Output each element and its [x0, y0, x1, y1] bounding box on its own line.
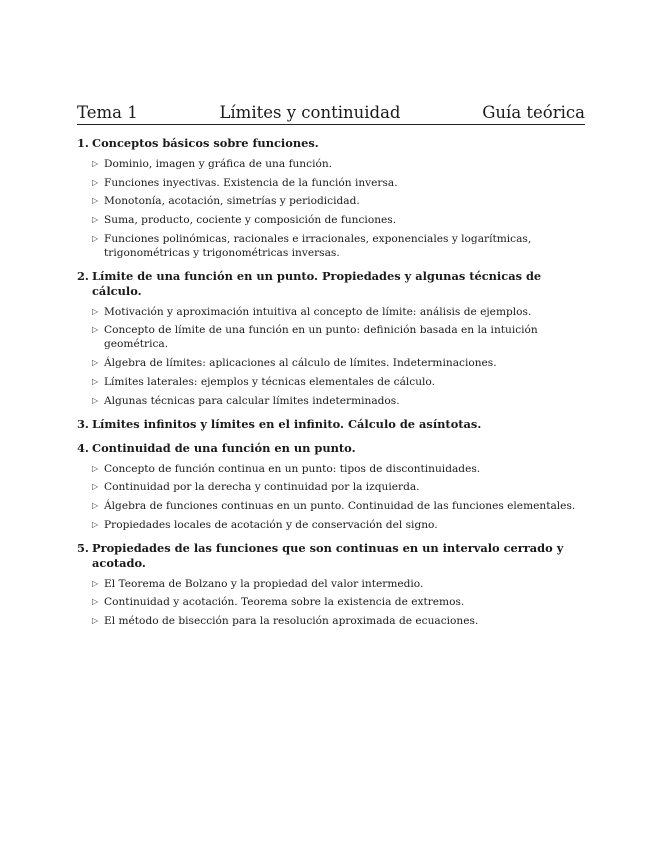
section-title: Límite de una función en un punto. Propiedades y algunas técnicas de cálculo. [92, 268, 542, 298]
list-item-text: Álgebra de límites: aplicaciones al cálculo de límites. Indeterminaciones. [104, 357, 497, 370]
triangle-bullet-icon: ▷ [92, 215, 99, 225]
section-number: 5. [77, 540, 89, 555]
list-item [92, 194, 585, 208]
list-item-text: Límites laterales: ejemplos y técnicas elementales de cálculo. [104, 375, 435, 388]
list-item-text: Motivación y aproximación intuitiva al concepto de límite: análisis de ejemplos. [104, 305, 532, 318]
list-item [92, 394, 585, 408]
triangle-bullet-icon: ▷ [92, 395, 99, 405]
section [77, 269, 585, 408]
triangle-bullet-icon: ▷ [92, 376, 99, 386]
list-item-text: Dominio, imagen y gráfica de una función. [104, 158, 333, 170]
list-item [92, 577, 585, 591]
list-item-text: Continuidad y acotación. Teorema sobre la existencia de extremos. [104, 596, 465, 609]
page-header [77, 104, 585, 125]
triangle-bullet-icon: ▷ [92, 500, 99, 510]
header-doc-type: Guía teórica [482, 103, 585, 122]
document-page [77, 104, 585, 637]
section-heading [77, 136, 585, 151]
triangle-bullet-icon: ▷ [92, 597, 99, 607]
section-heading [77, 541, 585, 571]
section-heading [77, 417, 585, 432]
list-item [92, 157, 585, 171]
list-item-text: Funciones inyectivas. Existencia de la función inversa. [104, 176, 398, 189]
triangle-bullet-icon: ▷ [92, 233, 99, 243]
list-item-text: El método de bisección para la resolución aproximada de ecuaciones. [104, 614, 479, 627]
list-item [92, 356, 585, 370]
list-item [92, 232, 585, 260]
list-item [92, 499, 585, 513]
list-item-text: Monotonía, acotación, simetrías y periodicidad. [104, 195, 360, 208]
section-title: Continuidad de una función en un punto. [92, 440, 356, 455]
triangle-bullet-icon: ▷ [92, 196, 99, 206]
triangle-bullet-icon: ▷ [92, 306, 99, 316]
list-item-text: Concepto de función continua en un punto: tipos de discontinuidades. [104, 462, 481, 475]
list-item-text: Funciones polinómicas, racionales e irracionales, exponenciales y logarítmicas, trigonométricas y trigonométricas inversas. [104, 232, 532, 259]
section [77, 541, 585, 628]
topic-list [77, 305, 585, 408]
triangle-bullet-icon: ▷ [92, 177, 99, 187]
list-item [92, 323, 585, 351]
section-number: 4. [77, 440, 89, 455]
triangle-bullet-icon: ▷ [92, 615, 99, 625]
header-topic: Tema 1 [77, 103, 138, 122]
section-title: Conceptos básicos sobre funciones. [92, 136, 319, 150]
list-item-text: El Teorema de Bolzano y la propiedad del valor intermedio. [104, 577, 424, 590]
section-title: Límites infinitos y límites en el infinito. Cálculo de asíntotas. [92, 416, 482, 431]
topic-list [77, 157, 585, 260]
list-item-text: Álgebra de funciones continuas en un punto. Continuidad de las funciones elementales. [104, 499, 576, 512]
list-item-text: Algunas técnicas para calcular límites indeterminados. [104, 394, 400, 407]
list-item-text: Propiedades locales de acotación y de conservación del signo. [104, 518, 438, 531]
section [77, 441, 585, 532]
triangle-bullet-icon: ▷ [92, 578, 99, 588]
topic-list [77, 462, 585, 532]
triangle-bullet-icon: ▷ [92, 519, 99, 529]
list-item-text: Suma, producto, cociente y composición de funciones. [104, 214, 397, 227]
section-heading [77, 269, 585, 299]
section-number: 2. [77, 268, 89, 283]
list-item [92, 375, 585, 389]
triangle-bullet-icon: ▷ [92, 463, 99, 473]
header-title: Límites y continuidad [219, 103, 401, 122]
sections-list [77, 136, 585, 628]
section-heading [77, 441, 585, 456]
triangle-bullet-icon: ▷ [92, 159, 99, 168]
list-item-text: Concepto de límite de una función en un punto: definición basada en la intuición geométrica. [104, 324, 538, 351]
list-item [92, 614, 585, 628]
section-number: 1. [77, 136, 89, 150]
list-item [92, 462, 585, 476]
triangle-bullet-icon: ▷ [92, 358, 99, 368]
topic-list [77, 577, 585, 628]
triangle-bullet-icon: ▷ [92, 325, 99, 335]
triangle-bullet-icon: ▷ [92, 482, 99, 492]
list-item [92, 213, 585, 227]
list-item [92, 176, 585, 190]
section [77, 417, 585, 432]
section [77, 136, 585, 260]
list-item-text: Continuidad por la derecha y continuidad por la izquierda. [104, 481, 420, 494]
list-item [92, 480, 585, 494]
list-item [92, 595, 585, 609]
section-number: 3. [77, 416, 89, 431]
section-title: Propiedades de las funciones que son continuas en un intervalo cerrado y acotado. [92, 540, 564, 570]
list-item [92, 518, 585, 532]
list-item [92, 305, 585, 319]
